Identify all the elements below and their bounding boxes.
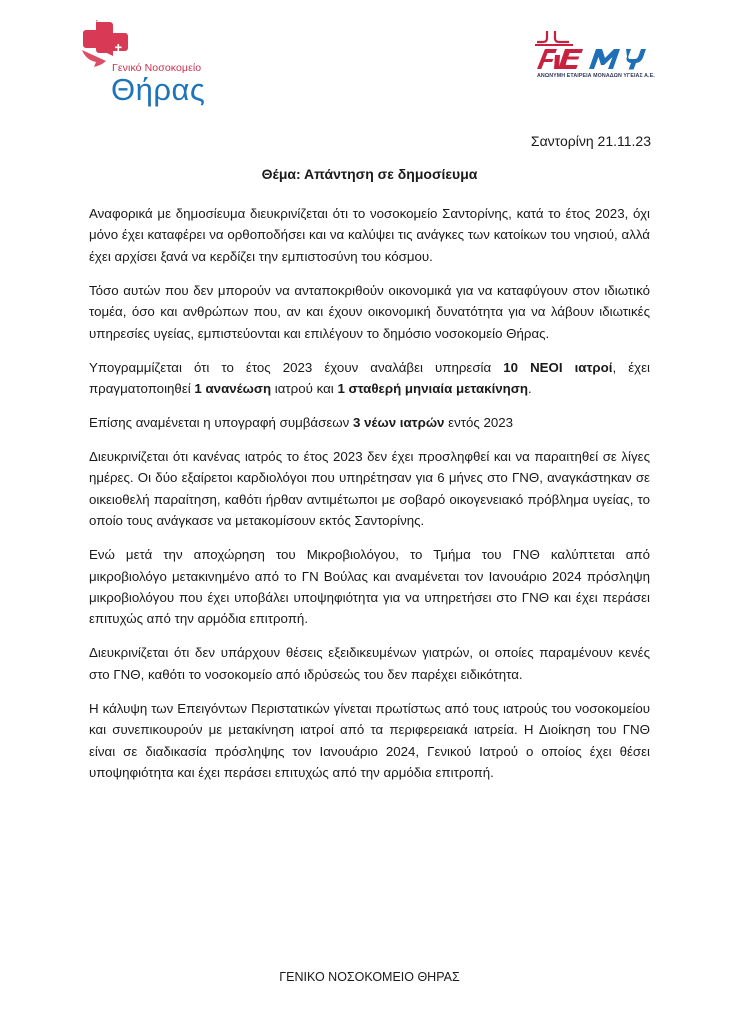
red-cross-speech-bubble-icon — [82, 20, 132, 68]
aemy-logo — [533, 31, 673, 101]
body-paragraph — [89, 642, 650, 685]
paragraph-text: Τόσο αυτών που δεν μπορούν να ανταποκριθούν οικονομικά για να καταφύγουν στον ιδιωτικό τομέα, όσο και ανθρώπων που, αν και έχουν οικονομική δυνατότητα για να λάβουν ιδιωτικές υπηρεσίες υγείας, εμπιστεύονται και επιλέγουν το δημόσιο νοσοκομείο Θήρας. — [89, 282, 650, 341]
paragraph-text: Ενώ μετά την αποχώρηση του Μικροβιολόγου, το Τμήμα του ΓΝΘ καλύπτεται από μικροβιολόγο μετακινημένο από το ΓΝ Βούλας και αναμένεται τον Ιανουάριο 2024 πρόσληψη μικροβιολόγου που έχει υποβάλει υποψηφιότητα για να υπηρετήσει στο ΓΝΘ και έχει περάσει επιτυχώς από την αρμόδια επιτροπή. — [89, 547, 650, 627]
emphasized-text: 1 σταθερή μηνιαία μετακίνηση — [337, 381, 529, 397]
body-paragraph — [89, 412, 650, 433]
hospital-logo — [82, 20, 212, 107]
emphasized-text: 3 νέων ιατρών — [352, 415, 445, 431]
paragraph-text: , έχει πραγματοποιηθεί — [89, 359, 650, 397]
body-paragraph — [89, 544, 650, 630]
hospital-logo-title: Θήρας — [111, 72, 206, 107]
paragraph-text: Διευκρινίζεται ότι κανένας ιατρός το έτος 2023 δεν έχει προσληφθεί και να παραιτηθεί σε λίγες ημέρες. Οι δύο εξαίρετοι καρδιολόγοι που υπηρέτησαν για 6 μήνες στο ΓΝΘ, αναγκάστηκαν σε οικειοθελή παραίτηση, καθότι ήρθαν αντιμέτωποι με σοβαρό οικογενειακό πρόβλημα υγείας, το οποίο τους ανάγκασε να μετακομίσουν εκτός Σαντορίνης. — [89, 449, 650, 529]
aemy-wordmark-icon — [533, 31, 663, 73]
emphasized-text: 10 ΝΕΟΙ ιατροί — [503, 359, 613, 375]
document-body — [89, 203, 650, 796]
paragraph-text: Υπογραμμίζεται ότι το έτος 2023 έχουν αναλάβει υπηρεσία — [89, 359, 504, 375]
body-paragraph — [89, 698, 650, 784]
paragraph-text: ιατρού και — [271, 381, 338, 397]
paragraph-text: Η κάλυψη των Επειγόντων Περιστατικών γίνεται πρωτίστως από τους ιατρούς του νοσοκομείου και συνεπικουρούν με μετακίνηση ιατροί από τα περιφερειακά ιατρεία. Η Διοίκηση του ΓΝΘ είναι σε διαδικασία πρόσληψης τον Ιανουάριο 2024, Γενικού Ιατρού ο οποίος έχει θέσει υποψηφιότητα και έχει περάσει επιτυχώς από την αρμόδια επιτροπή. — [89, 700, 650, 781]
paragraph-text: Διευκρινίζεται ότι δεν υπάρχουν θέσεις εξειδικευμένων γιατρών, οι οποίες παραμένουν κενές στο ΓΝΘ, καθότι το νοσοκομείο από ιδρύσεώς του δεν παρέχει ειδικότητα. — [89, 645, 650, 682]
emphasized-text: 1 ανανέωση — [194, 381, 272, 397]
paragraph-text: Αναφορικά με δημοσίευμα διευκρινίζεται ότι το νοσοκομείο Σαντορίνης, κατά το έτος 2023, όχι μόνο έχει καταφέρει να ορθοποδήσει και να καλύψει τις ανάγκες των κατοίκων του νησιού, αλλά έχει αρχίσει ξανά να κερδίζει την εμπιστοσύνη του κόσμου. — [89, 206, 650, 264]
document-date: Σαντορίνη 21.11.23 — [530, 133, 651, 149]
body-paragraph — [89, 203, 650, 267]
body-paragraph — [89, 357, 650, 400]
paragraph-text: . — [528, 381, 532, 397]
paragraph-text: Επίσης αναμένεται η υπογραφή συμβάσεων — [89, 415, 353, 431]
body-paragraph — [89, 446, 650, 532]
document-subject: Θέμα: Απάντηση σε δημοσίευμα — [261, 166, 478, 182]
document-footer: ΓΕΝΙΚΟ ΝΟΣΟΚΟΜΕΙΟ ΘΗΡΑΣ — [279, 970, 460, 984]
aemy-logo-caption: ΑΝΩΝΥΜΗ ΕΤΑΙΡΕΙΑ ΜΟΝΑΔΩΝ ΥΓΕΙΑΣ Α.Ε. — [537, 73, 655, 79]
body-paragraph — [89, 280, 650, 344]
hospital-logo-subtitle: Γενικό Νοσοκομείο — [112, 62, 202, 74]
paragraph-text: εντός 2023 — [444, 415, 514, 431]
